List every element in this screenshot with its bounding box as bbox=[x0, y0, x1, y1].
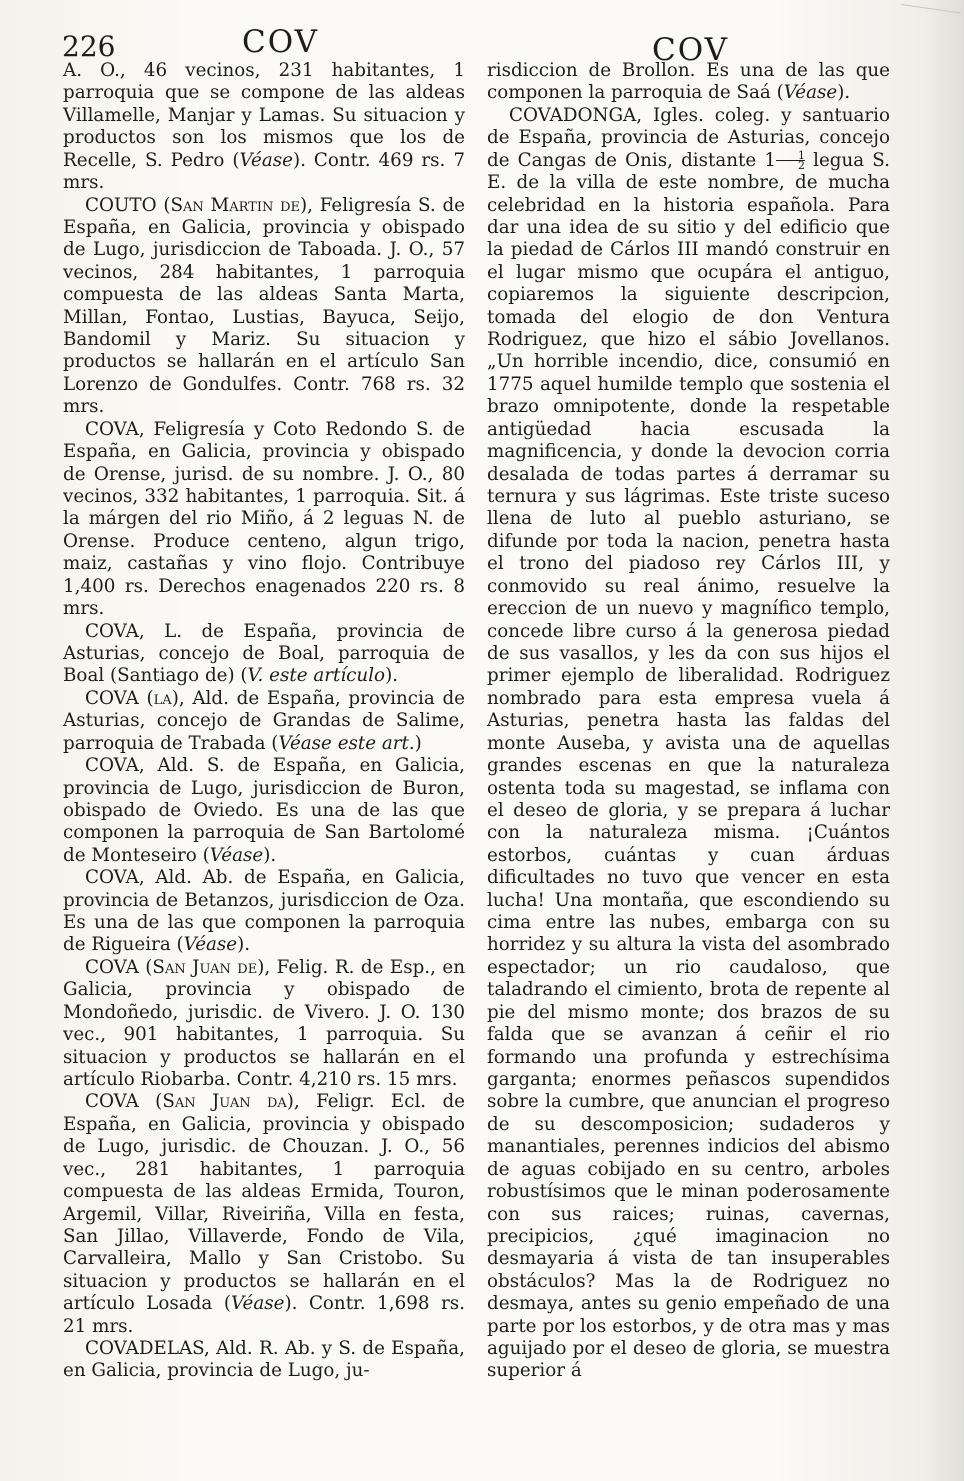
entry-cova-boal: COVA, L. de España, provincia de Asturias, concejo de Boal, parroquia de Boal (Santiago de) (V. este artículo). bbox=[63, 620, 465, 687]
fraction-one-half: $\frac{1}{2}$ bbox=[776, 151, 805, 170]
entry-cova-la: COVA (la), Ald. de España, provincia de Asturias, concejo de Grandas de Salime, parroquia de Trabada (Véase este art.) bbox=[63, 687, 466, 754]
left-column bbox=[63, 60, 465, 1383]
page-header bbox=[0, 24, 964, 68]
entry-couto: COUTO (San Martin de), Feligresía S. de España, en Galicia, provincia y obispado de Lugo, jurisdiccion de Taboada. J. O., 57 vecinos, 284 habitantes, 1 parroquia compuesta de las aldeas Santa Marta, Millan, Fontao, Lustias, Bayuca, Seijo, Bandomil y Mariz. Su situacion y productos se hallarán en el artículo San Lorenzo de Gondulfes. Contr. 768 rs. 32 mrs. bbox=[63, 194, 466, 418]
entry-continuation: risdiccion de Brollon. Es una de las que componen la parroquia de Saá (Véase). bbox=[487, 60, 890, 104]
page-edge-shadow bbox=[924, 0, 964, 1481]
entry-cova-san-juan-da: COVA (San Juan da), Feligr. Ecl. de España, en Galicia, provincia y obispado de Lugo, jurisdic. de Chouzan. J. O., 56 vec., 281 habitantes, 1 parroquia compuesta de las aldeas Ermida, Touron, Argemil, Villar, Riveiriña, Villa en festa, San Jillao, Villaverde, Fondo de Vila, Carvalleira, Mallo y San Cristobo. Su situacion y productos se hallarán en el artículo Losada (Véase). Contr. 1,698 rs. 21 mrs. bbox=[63, 1091, 465, 1337]
entry-covadelas: COVADELAS, Ald. R. Ab. y S. de España, en Galicia, provincia de Lugo, ju- bbox=[63, 1338, 465, 1382]
entry-covadonga: COVADONGA, Igles. coleg. y santuario de España, provincia de Asturias, concejo de Cangas de Onis, distante 1 $\frac{1}{2}$ legua S. E. de la villa de este nombre, de mucha celebridad en la historia española. Para dar una idea de su sitio y del edificio que la piedad de Cárlos III mandó construir en el lugar mismo que ocupára el antiguo, copiaremos la siguiente descripcion, tomada del elogio de don Ventura Rodriguez, que hizo el sábio Jovellanos. „Un horrible incendio, dice, consumió en 1775 aquel humilde templo que sostenia el brazo omnipotente, donde la respetable antigüedad hacia escusada la magnificencia, y donde la devocion corria desalada de todas partes á derramar su ternura y sus lágrimas. Este triste suceso llena de luto al pueblo asturiano, se difunde por toda la nacion, penetra hasta el trono del piadoso rey Cárlos III, y conmovido su real ánimo, resuelve la ereccion de un nuevo y magnífico templo, concede libre curso á la generosa piedad de sus vasallos, y les da con sus hijos el primer ejemplo de liberalidad. Rodriguez nombrado para esta empresa vuela á Asturias, penetra hasta las faldas del monte Auseba, y avista una de aquellas grandes escenas en que la naturaleza ostenta toda su magestad, se inflama con el deseo de gloria, y se prepara á luchar con la naturaleza misma. ¡Cuántos estorbos, cuántas y cuan árduas dificultades no tuvo que vencer en esta lucha! Una montaña, que escondiendo su cima entre las nubes, embarga con su horridez y su altura la vista del asombrado espectador; un rio caudaloso, que taladrando el cimiento, brota de repente al pie del mismo monte; dos brazos de su falda que se avanzan á ceñir el rio formando una profunda y estrechísima garganta; enormes peñascos supendidos sobre la cumbre, que anuncian el progreso de su descomposicion; sudaderos y manantiales, perennes indicios del abismo de aguas cobijado en su centro, arboles robustísimos que le minan poderosamente con sus raices; ruinas, cavernas, precipicios, ¿qué imaginacion no desmayaria á vista de tan insuperables obstáculos? Mas la de Rodriguez no desmaya, antes su genio empeñado de una parte por los estorbos, y de otra mas y mas aguijado por el deseo de gloria, se muestra superior á bbox=[487, 104, 890, 1382]
running-head-right: COV bbox=[652, 32, 729, 68]
running-head-left: COV bbox=[242, 24, 319, 60]
entry-cova-betanzos: COVA, Ald. Ab. de España, en Galicia, provincia de Betanzos, jurisdiccion de Oza. Es una de las que componen la parroquia de Rigueira (Véase). bbox=[63, 867, 465, 956]
entry-cova-orense: COVA, Feligresía y Coto Redondo S. de España, en Galicia, provincia y obispado de Orense, jurisd. de su nombre. J. O., 80 vecinos, 332 habitantes, 1 parroquia. Sit. á la márgen del rio Miño, á 2 leguas N. de Orense. Produce centeno, algun trigo, maiz, castañas y vino flojo. Contribuye 1,400 rs. Derechos enagenados 220 rs. 8 mrs. bbox=[63, 418, 465, 620]
right-column bbox=[487, 60, 890, 1383]
entry-cova-lugo: COVA, Ald. S. de España, en Galicia, provincia de Lugo, jurisdiccion de Buron, obispado de Oviedo. Es una de las que componen la parroquia de San Bartolomé de Monteseiro (Véase). bbox=[63, 755, 465, 866]
page-number: 226 bbox=[62, 30, 116, 63]
entry-cova-san-juan-de: COVA (San Juan de), Felig. R. de Esp., en Galicia, provincia y obispado de Mondoñedo, jurisdic. de Vivero. J. O. 130 vec., 901 habitantes, 1 parroquia. Su situacion y productos se hallarán en el artículo Riobarba. Contr. 4,210 rs. 15 mrs. bbox=[63, 956, 465, 1090]
entry-continuation: A. O., 46 vecinos, 231 habitantes, 1 parroquia que se compone de las aldeas Villamelle, Manjar y Lamas. Su situacion y productos son los mismos que los de Recelle, S. Pedro (Véase). Contr. 469 rs. 7 mrs. bbox=[63, 60, 465, 194]
